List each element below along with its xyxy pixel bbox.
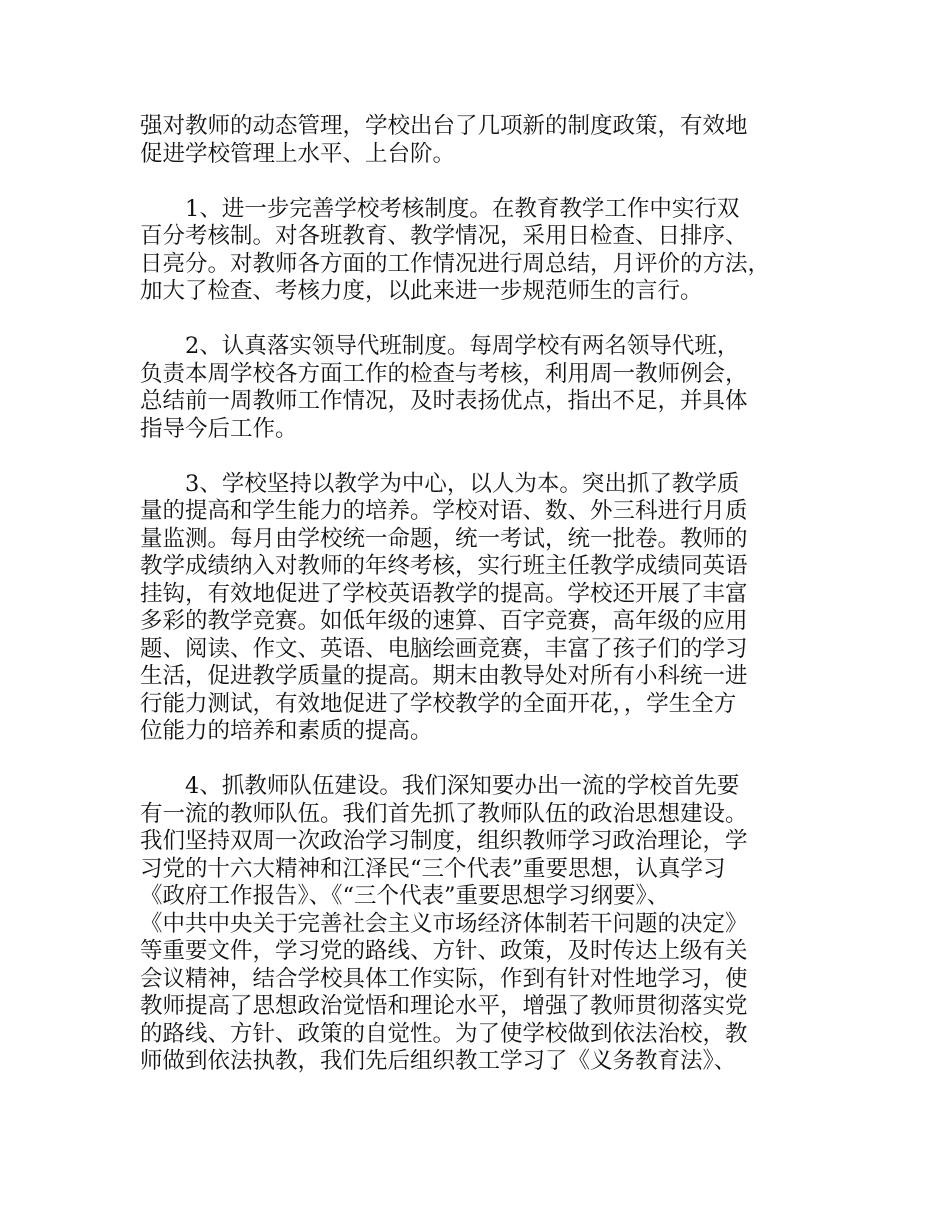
text-line: 《中共中央关于完善社会主义市场经济体制若干问题的决定》 <box>140 910 748 937</box>
text-line: 4、抓教师队伍建设。我们深知要办出一流的学校首先要 <box>185 773 740 799</box>
text-line: 日亮分。对教师各方面的工作情况进行周总结，月评价的方法， <box>140 250 771 277</box>
text-line: 的路线、方针、政策的自觉性。为了使学校做到依法治校，教 <box>140 1020 748 1047</box>
text-line: 1、进一步完善学校考核制度。在教育教学工作中实行双 <box>185 195 740 222</box>
text-line: 行能力测试，有效地促进了学校教学的全面开花，，学生全方 <box>140 690 737 717</box>
text-line: 有一流的教师队伍。我们首先抓了教师队伍的政治思想建设。 <box>140 800 748 827</box>
text-line: 挂钩，有效地促进了学校英语教学的提高。学校还开展了丰富 <box>140 580 748 607</box>
text-line: 强对教师的动态管理，学校出台了几项新的制度政策，有效地 <box>140 113 748 139</box>
paragraph-item-3 <box>140 471 830 746</box>
text-line: 指导今后工作。 <box>140 415 298 442</box>
text-line: 生活，促进教学质量的提高。期末由教导处对所有小科统一进 <box>140 663 748 689</box>
text-line: 教学成绩纳入对教师的年终考核，实行班主任教学成绩同英语 <box>140 553 748 579</box>
text-line: 多彩的教学竞赛。如低年级的速算、百字竞赛，高年级的应用 <box>140 608 748 634</box>
text-line: 习党的十六大精神和江泽民“三个代表”重要思想，认真学习 <box>140 855 726 882</box>
text-line: 《政府工作报告》、《“三个代表”重要思想学习纲要》、 <box>140 883 670 909</box>
text-line: 3、学校坚持以教学为中心，以人为本。突出抓了教学质 <box>185 470 740 497</box>
text-line: 等重要文件，学习党的路线、方针、政策，及时传达上级有关 <box>140 938 748 964</box>
paragraph-item-4 <box>140 773 830 1076</box>
text-line: 百分考核制。对各班教育、教学情况，采用日检查、日排序、 <box>140 223 748 249</box>
text-line: 会议精神，结合学校具体工作实际，作到有针对性地学习，使 <box>140 965 748 992</box>
text-line: 促进学校管理上水平、上台阶。 <box>140 140 456 167</box>
text-line: 师做到依法执教，我们先后组织教工学习了《义务教育法》、 <box>140 1048 737 1074</box>
text-line: 我们坚持双周一次政治学习制度，组织教师学习政治理论，学 <box>140 828 748 854</box>
paragraph-intro <box>140 113 830 168</box>
text-line: 负责本周学校各方面工作的检查与考核，利用周一教师例会， <box>140 360 748 387</box>
text-line: 题、阅读、作文、英语、电脑绘画竞赛，丰富了孩子们的学习 <box>140 635 748 662</box>
text-line: 2、认真落实领导代班制度。每周学校有两名领导代班， <box>185 333 740 359</box>
paragraph-item-1 <box>140 196 830 306</box>
text-line: 教师提高了思想政治觉悟和理论水平，增强了教师贯彻落实党 <box>140 993 748 1019</box>
document-body <box>140 113 830 1103</box>
text-line: 量监测。每月由学校统一命题，统一考试，统一批卷。教师的 <box>140 525 748 552</box>
text-line: 加大了检查、考核力度，以此来进一步规范师生的言行。 <box>140 278 703 304</box>
text-line: 位能力的培养和素质的提高。 <box>140 718 433 744</box>
paragraph-item-2 <box>140 333 830 443</box>
text-line: 量的提高和学生能力的培养。学校对语、数、外三科进行月质 <box>140 498 748 524</box>
text-line: 总结前一周教师工作情况，及时表扬优点，指出不足，并具体 <box>140 388 748 414</box>
